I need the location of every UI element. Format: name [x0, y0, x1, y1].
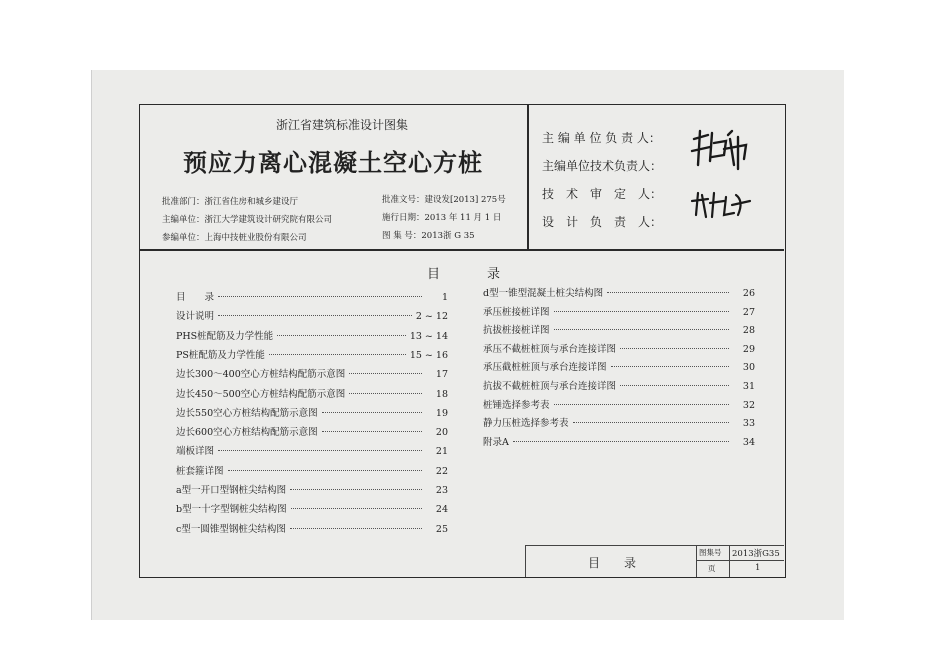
chief-unit-head-label: 主 编 单 位 负 责 人：: [542, 131, 661, 145]
toc-entry-label: PHS桩配筋及力学性能: [176, 330, 274, 342]
page-title: 预应力离心混凝土空心方桩: [183, 149, 483, 177]
toc-entry-page: 34: [742, 436, 755, 448]
toc-leader-dots: [513, 441, 729, 442]
toc-leader-dots: [554, 404, 729, 405]
toc-entry-page: 13 ~ 14: [409, 330, 448, 342]
toc-entry: [176, 386, 448, 400]
title-block-left: [525, 545, 526, 577]
toc-entry: [176, 443, 448, 457]
approval-dept: 批准部门：浙江省住房和城乡建设厅: [162, 197, 299, 207]
chief-unit: 主编单位：浙江大学建筑设计研究院有限公司: [162, 215, 333, 225]
toc-entry-page: 20: [435, 427, 448, 439]
toc-entry-page: 15 ~ 16: [409, 349, 448, 361]
toc-entry-label: 端板详图: [176, 446, 215, 458]
toc-entry-label: 设计说明: [176, 311, 215, 323]
toc-entry-label: b型一十字型钢桩尖结构图: [176, 504, 287, 516]
toc-entry-label: 静力压桩选择参考表: [483, 418, 569, 430]
toc-leader-dots: [349, 373, 422, 374]
signature-1: [688, 125, 758, 173]
toc-entry: [483, 341, 755, 355]
toc-entry: [483, 322, 755, 336]
toc-entry-label: 附录A: [483, 436, 509, 448]
toc-entry-page: 22: [435, 465, 448, 477]
toc-entry-page: 30: [742, 362, 755, 374]
toc-entry: [483, 285, 755, 299]
toc-leader-dots: [290, 489, 422, 490]
toc-leader-dots: [291, 508, 422, 509]
toc-entry-page: 21: [435, 446, 448, 458]
toc-entry-label: 边长550空心方桩结构配筋示意图: [176, 407, 318, 419]
header-vertical-divider: [527, 105, 529, 249]
toc-entry: [176, 366, 448, 380]
toc-leader-dots: [607, 292, 729, 293]
toc-leader-dots: [218, 450, 422, 451]
toc-entry-page: 28: [742, 325, 755, 337]
toc-entry: [176, 463, 448, 477]
reviewer-label: 技 术 审 定 人：: [542, 187, 663, 201]
toc-leader-dots: [228, 470, 422, 471]
page-label: 页: [708, 564, 716, 573]
toc-entry-page: 17: [435, 369, 448, 381]
approval-doc: 批准文号：建设发[2013] 275号: [382, 195, 506, 205]
toc-entry-page: 26: [742, 288, 755, 299]
toc-entry: [483, 359, 755, 373]
toc-leader-dots: [218, 296, 422, 297]
participating-unit: 参编单位：上海中技桩业股份有限公司: [162, 233, 307, 243]
page-value: 1: [755, 563, 761, 573]
toc-entry-page: 31: [742, 381, 755, 392]
collection-name: 浙江省建筑标准设计图集: [276, 118, 409, 132]
toc-entry-label: 桩锤选择参考表: [483, 399, 550, 411]
designer-label: 设 计 负 责 人：: [542, 215, 663, 229]
toc-leader-dots: [349, 393, 422, 394]
toc-entry-page: 24: [435, 504, 448, 516]
toc-entry: [483, 415, 755, 429]
toc-entry-label: d型一锥型混凝土桩尖结构图: [483, 288, 604, 299]
toc-entry: [483, 434, 755, 448]
toc-entry: [176, 521, 448, 535]
toc-title-left: 目: [427, 267, 441, 282]
toc-leader-dots: [620, 385, 729, 386]
toc-entry-page: 2 ~ 12: [415, 311, 448, 323]
toc-entry-label: 边长300～400空心方桩结构配筋示意图: [176, 369, 346, 381]
signature-2: [688, 187, 758, 223]
toc-leader-dots: [218, 315, 412, 316]
toc-title-right: 录: [487, 267, 501, 282]
toc-entry: [483, 378, 755, 392]
effective-date: 施行日期：2013 年 11 月 1 日: [382, 213, 502, 223]
header-divider: [140, 249, 784, 251]
toc-leader-dots: [277, 335, 406, 336]
toc-entry: [176, 347, 448, 361]
toc-leader-dots: [322, 412, 422, 413]
toc-entry-page: 32: [742, 399, 755, 411]
toc-entry: [176, 308, 448, 322]
toc-entry-page: 23: [435, 485, 448, 496]
toc-leader-dots: [290, 528, 422, 529]
title-block-name: 目 录: [588, 556, 637, 570]
title-block-mid: [696, 560, 784, 561]
toc-entry: [483, 304, 755, 318]
toc-entry-label: 抗拔桩接桩详图: [483, 325, 550, 337]
toc-leader-dots: [573, 422, 729, 423]
chief-unit-tech-head-label: 主编单位技术负责人：: [542, 159, 663, 173]
toc-leader-dots: [554, 329, 729, 330]
toc-entry: [176, 289, 448, 303]
toc-entry-label: 边长600空心方桩结构配筋示意图: [176, 427, 318, 439]
toc-entry: [483, 397, 755, 411]
toc-leader-dots: [620, 348, 729, 349]
toc-entry-label: 边长450～500空心方桩结构配筋示意图: [176, 388, 346, 400]
toc-entry-label: 抗拔不截桩桩顶与承台连接详图: [483, 381, 617, 392]
toc-entry-page: 18: [435, 388, 448, 400]
atlas-no-value: 2013浙G35: [732, 549, 780, 559]
toc-leader-dots: [322, 431, 422, 432]
atlas-no-label: 图集号: [699, 548, 722, 557]
toc-entry-page: 27: [742, 306, 755, 318]
toc-leader-dots: [554, 311, 729, 312]
toc-entry-page: 25: [435, 523, 448, 535]
toc-entry-label: c型一圆锥型钢桩尖结构图: [176, 523, 286, 535]
toc-entry-label: 目 录: [176, 292, 215, 303]
drawing-frame: [139, 104, 786, 578]
toc-entry-page: 19: [435, 407, 448, 419]
toc-entry-label: a型一开口型钢桩尖结构图: [176, 485, 287, 496]
toc-entry-page: 1: [441, 292, 448, 303]
toc-entry-label: PS桩配筋及力学性能: [176, 349, 265, 361]
toc-entry-label: 承压截桩桩顶与承台连接详图: [483, 362, 607, 374]
toc-entry: [176, 482, 448, 496]
toc-entry-label: 承压不截桩桩顶与承台连接详图: [483, 343, 617, 355]
toc-entry: [176, 328, 448, 342]
toc-entry-label: 桩套箍详图: [176, 465, 224, 477]
toc-entry: [176, 501, 448, 515]
toc-entry-page: 33: [742, 418, 755, 430]
toc-entry-page: 29: [742, 343, 755, 355]
toc-leader-dots: [611, 366, 729, 367]
toc-entry: [176, 424, 448, 438]
toc-leader-dots: [269, 354, 406, 355]
toc-entry: [176, 405, 448, 419]
atlas-number: 图 集 号：2013浙 G 35: [382, 231, 475, 241]
toc-entry-label: 承压桩接桩详图: [483, 306, 550, 318]
